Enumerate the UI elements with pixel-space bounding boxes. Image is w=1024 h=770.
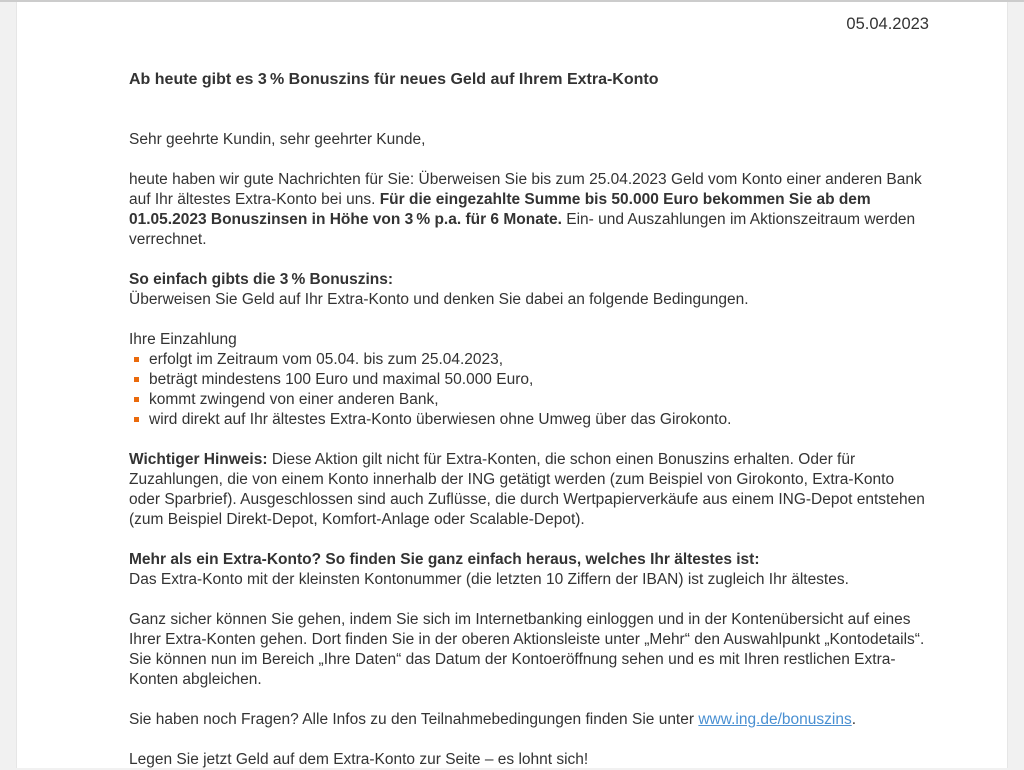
list-item-text: erfolgt im Zeitraum vom 05.04. bis zum 25.04.2023, — [149, 351, 504, 368]
notice-text: Diese Aktion gilt nicht für Extra-Konten, die schon einen Bonuszins erhalten. Oder für Zuzahlungen, die von einem Konto innerhalb der ING getätigt werden (zum Beispiel von Girokonto, Extra-Konto oder Sparbrief). Ausgeschlossen sind auch Zuflüsse, die durch Wertpapierverkäufe aus einem ING-Depot entstehen (zum Beispiel Direkt-Depot, Komfort-Anlage oder Scalable-Depot). — [129, 451, 925, 528]
salutation: Sehr geehrte Kundin, sehr geehrter Kunde, — [129, 131, 426, 148]
intro-text: heute haben wir gute Nachrichten für Sie: Überweisen Sie bis zum 25.04.2023 Geld vom Konto einer anderen Bank auf Ihr ältestes Extra-Konto bei uns. — [129, 171, 922, 208]
check-paragraph: Ganz sicher können Sie gehen, indem Sie sich im Internetbanking einloggen und in der Kontenübersicht auf eines Ihrer Extra-Konten gehen. Dort finden Sie in der oberen Aktionsleiste unter „Mehr“ den Auswahlpunkt „Kontodetails“. Sie können nun im Bereich „Ihre Daten“ das Datum der Kontoeröffnung sehen und es mit Ihren restlichen Extra-Konten abgleichen. — [129, 611, 925, 688]
questions-period: . — [851, 711, 857, 728]
intro-text-2: Ein- und Auszahlungen im Aktionszeitraum werden verrechnet. — [129, 211, 916, 248]
letter-date: 05.04.2023 — [846, 15, 929, 33]
letter-headline: Ab heute gibt es 3 % Bonuszins für neues Geld auf Ihrem Extra-Konto — [129, 71, 659, 88]
intro-bold-text: Für die eingezahlte Summe bis 50.000 Euro bekommen Sie ab dem 01.05.2023 Bonuszinsen in Höhe von 3 % p.a. für 6 Monate. — [129, 191, 871, 228]
notice-label: Wichtiger Hinweis: — [129, 451, 268, 468]
list-item — [129, 350, 929, 370]
closing-line: Legen Sie jetzt Geld auf dem Extra-Konto zur Seite – es lohnt sich! — [129, 751, 589, 768]
bullet-square-icon — [134, 357, 139, 362]
bonus-heading: So einfach gibts die 3 % Bonuszins: — [129, 271, 394, 288]
document-page — [16, 2, 1008, 768]
list-item-text: wird direkt auf Ihr ältestes Extra-Konto überwiesen ohne Umweg über das Girokonto. — [149, 411, 732, 428]
deposit-title: Ihre Einzahlung — [129, 331, 237, 348]
deposit-section — [129, 330, 929, 430]
bullet-square-icon — [134, 397, 139, 402]
questions-text: Sie haben noch Fragen? Alle Infos zu den Teilnahmebedingungen finden Sie unter — [129, 711, 699, 728]
list-item-text: beträgt mindestens 100 Euro und maximal 50.000 Euro, — [149, 371, 534, 388]
bonuszins-link[interactable]: www.ing.de/bonuszins — [698, 711, 852, 728]
notice-paragraph — [129, 450, 929, 530]
questions-paragraph — [129, 710, 929, 730]
bonus-text: Überweisen Sie Geld auf Ihr Extra-Konto und denken Sie dabei an folgende Bedingungen. — [129, 291, 749, 308]
bullet-square-icon — [134, 417, 139, 422]
oldest-account-text: Das Extra-Konto mit der kleinsten Kontonummer (die letzten 10 Ziffern der IBAN) ist zugleich Ihr ältestes. — [129, 571, 849, 588]
bullet-square-icon — [134, 377, 139, 382]
list-item — [129, 370, 929, 390]
list-item — [129, 410, 929, 430]
intro-paragraph — [129, 170, 929, 250]
deposit-list — [129, 350, 929, 430]
oldest-account-section — [129, 550, 929, 590]
oldest-account-heading: Mehr als ein Extra-Konto? So finden Sie ganz einfach heraus, welches Ihr ältestes ist: — [129, 551, 760, 568]
bonus-section — [129, 270, 929, 310]
list-item-text: kommt zwingend von einer anderen Bank, — [149, 391, 439, 408]
list-item — [129, 390, 929, 410]
